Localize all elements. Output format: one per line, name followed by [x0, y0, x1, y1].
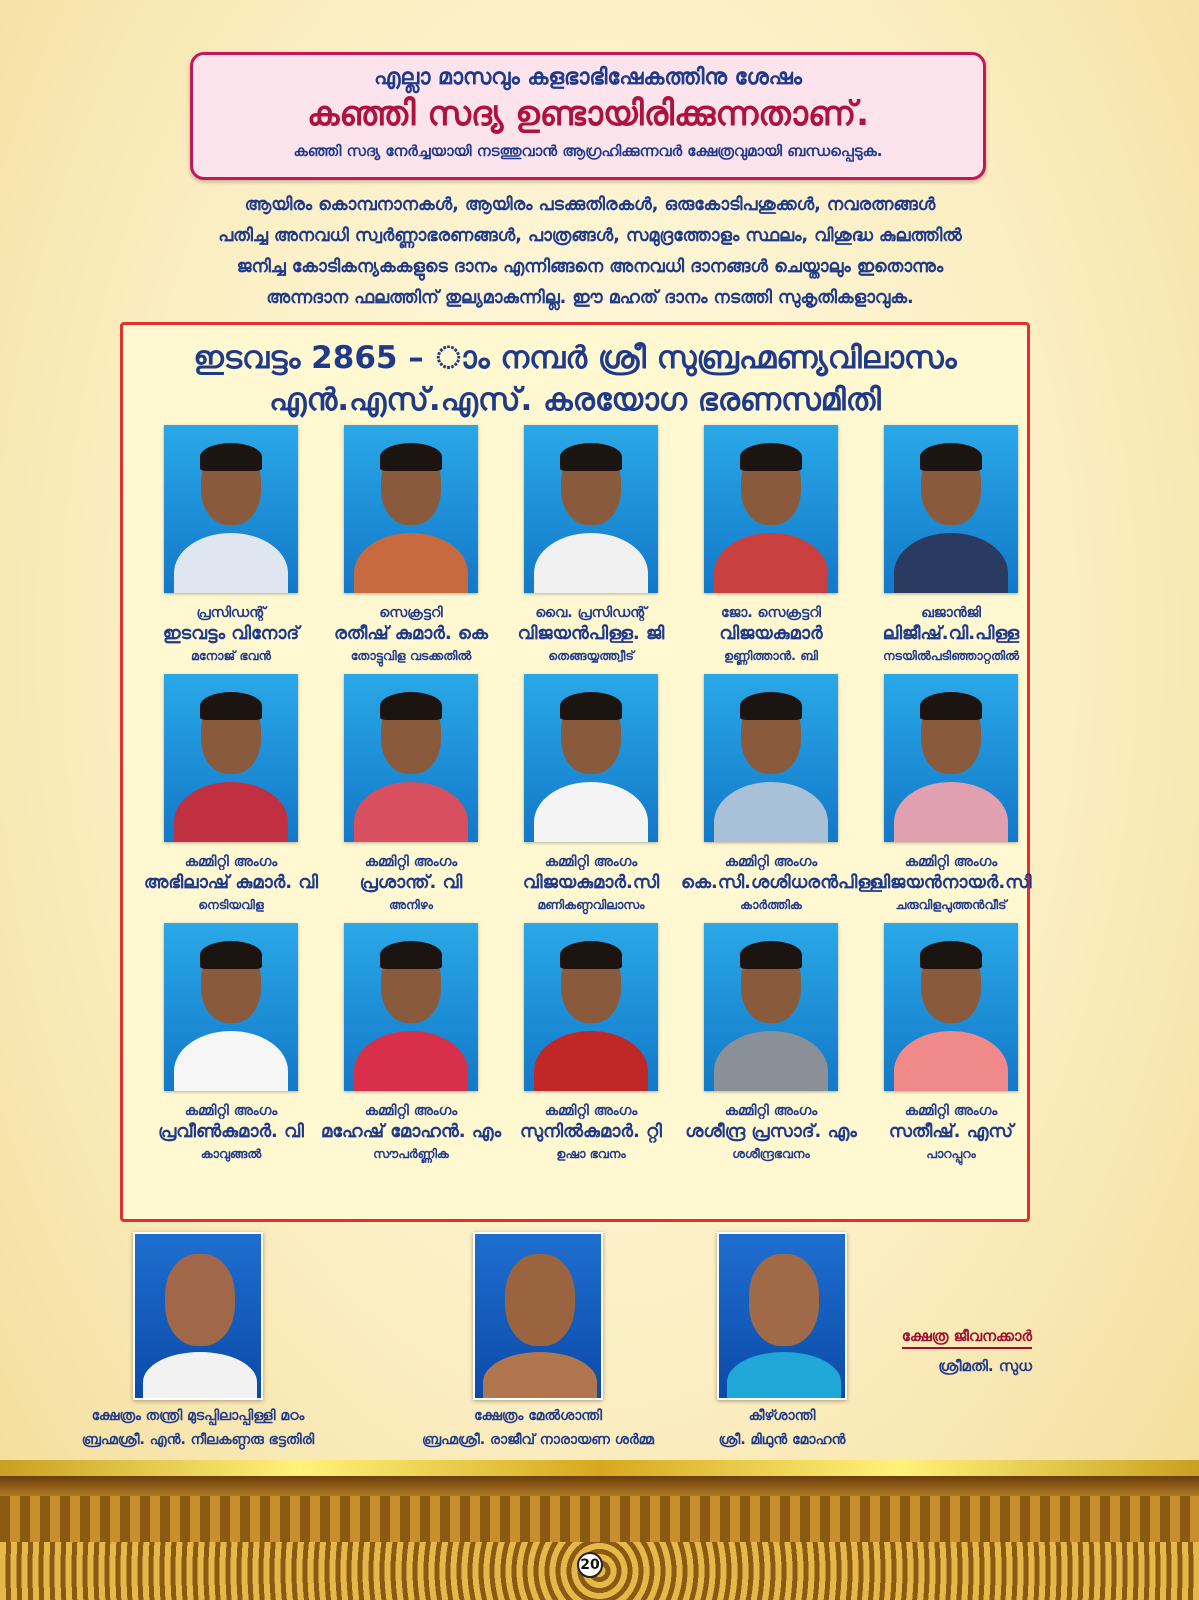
member-photo [164, 425, 298, 593]
member-card [321, 674, 501, 913]
member-role: ജോ. സെക്രട്ടറി [721, 605, 821, 621]
member-role: കമ്മിറ്റി അംഗം [724, 1103, 818, 1119]
notice-headline: കഞ്ഞി സദ്യ ഉണ്ടായിരിക്കുന്നതാണ്. [306, 94, 870, 134]
member-card [321, 425, 501, 664]
member-card [861, 425, 1041, 664]
member-photo [884, 674, 1018, 842]
member-card [141, 425, 321, 664]
member-house: നെടിയവിള [198, 897, 264, 912]
member-card [501, 674, 681, 913]
staff-heading: ക്ഷേത്ര ജീവനക്കാർ [902, 1327, 1032, 1349]
priest-name: ബ്രഹ്മശ്രീ. രാജീവ് നാരായണ ശർമ്മ [422, 1432, 654, 1448]
priest-photo [473, 1232, 603, 1400]
member-role: കമ്മിറ്റി അംഗം [364, 1103, 458, 1119]
member-photo [704, 674, 838, 842]
priest-title: കീഴ്ശാന്തി [748, 1408, 816, 1424]
member-card [501, 425, 681, 664]
member-role: കമ്മിറ്റി അംഗം [724, 854, 818, 870]
member-card [861, 923, 1041, 1162]
priest-title: ക്ഷേത്രം മേൽശാന്തി [473, 1408, 603, 1424]
member-role: കമ്മിറ്റി അംഗം [544, 854, 638, 870]
member-card [141, 674, 321, 913]
member-house: ശശീന്ദ്രഭവനം [732, 1146, 810, 1161]
member-card [501, 923, 681, 1162]
member-name: ലിജീഷ്.വി.പിള്ള [882, 623, 1020, 644]
member-photo [344, 923, 478, 1091]
member-name: വിജയൻപിള്ള. ജി [517, 623, 665, 644]
member-name: അഭിലാഷ് കുമാർ. വി [143, 872, 319, 893]
member-photo [524, 425, 658, 593]
priest-caption [612, 1404, 952, 1452]
member-role: കമ്മിറ്റി അംഗം [184, 854, 278, 870]
member-name: രതീഷ് കുമാർ. കെ [334, 623, 488, 644]
member-house: ഉണ്ണിത്താൻ. ബി [724, 648, 818, 663]
member-house: മനോജ് ഭവൻ [191, 648, 271, 663]
member-photo [164, 674, 298, 842]
member-photo [704, 923, 838, 1091]
member-role: സെക്രട്ടറി [379, 605, 443, 621]
committee-title-line-1: ഇടവട്ടം 2865 – ാം നമ്പർ ശ്രീ സുബ്രഹ്മണ്യവിലാസം [193, 340, 957, 376]
member-photo [884, 425, 1018, 593]
member-house: കാവുങ്ങൽ [200, 1146, 262, 1161]
member-name: സുനിൽകുമാർ. റ്റി [520, 1121, 662, 1142]
member-name: മഹേഷ് മോഹൻ. എം [321, 1121, 502, 1142]
member-name: ശശീന്ദ്ര പ്രസാദ്. എം [685, 1121, 857, 1142]
member-house: മണികണ്ഠവിലാസം [537, 897, 645, 912]
member-role: കമ്മിറ്റി അംഗം [364, 854, 458, 870]
member-grid [141, 425, 1041, 1162]
member-card [861, 674, 1041, 913]
member-house: സൗപർണ്ണിക [373, 1146, 449, 1161]
page-number: 20 [577, 1552, 603, 1578]
priest-name: ശ്രീ. മിഥുൻ മോഹൻ [718, 1432, 846, 1448]
member-card [681, 923, 861, 1162]
gold-band [0, 1460, 1199, 1476]
member-house: തോട്ടുവിള വടക്കതിൽ [350, 648, 472, 663]
member-photo [884, 923, 1018, 1091]
priest-title: ക്ഷേത്രം തന്ത്രി മുടപ്പിലാപ്പിള്ളി മഠം [91, 1408, 305, 1424]
committee-title-line-2: എൻ.എസ്.എസ്. കരയോഗ ഭരണസമിതി [269, 382, 881, 418]
member-house: ചരുവിളപുത്തൻവീട് [895, 897, 1007, 912]
member-house: ഉഷാ ഭവനം [556, 1146, 626, 1161]
member-house: കാർത്തിക [740, 897, 802, 912]
member-house: പാറപ്പുറം [926, 1146, 976, 1161]
member-photo [704, 425, 838, 593]
member-name: കെ.സി.ശശിധരൻപിള്ള [681, 872, 883, 893]
member-name: പ്രവീൺകുമാർ. വി [158, 1121, 304, 1142]
priest-caption [28, 1404, 368, 1452]
staff-name: ശ്രീമതി. സുധ [938, 1357, 1032, 1375]
member-role: പ്രസിഡന്റ് [196, 605, 266, 621]
annadanam-paragraph [150, 190, 1030, 314]
member-role: ഖജാൻജി [921, 605, 981, 621]
paragraph-line: ജനിച്ച കോടികന്യകകളുടെ ദാനം എന്നിങ്ങനെ അനവധി ദാനങ്ങൾ ചെയ്താലും ഇതൊന്നും [236, 257, 944, 277]
member-photo [524, 923, 658, 1091]
member-house: അനിഴം [388, 897, 434, 912]
priest-photo [133, 1232, 263, 1400]
committee-panel [120, 322, 1030, 1222]
member-role: കമ്മിറ്റി അംഗം [544, 1103, 638, 1119]
member-name: സതീഷ്. എസ് [888, 1121, 1014, 1142]
paragraph-line: പതിച്ച അനവധി സ്വർണ്ണാഭരണങ്ങൾ, പാത്രങ്ങൾ, സമുദ്രത്തോളം സ്ഥലം, വിശുദ്ധ കുലത്തിൽ [218, 226, 962, 246]
notice-line-3: കഞ്ഞി സദ്യ നേർച്ചയായി നടത്തുവാൻ ആഗ്രഹിക്കുന്നവർ ക്ഷേത്രവുമായി ബന്ധപ്പെടുക. [293, 142, 883, 160]
member-card [141, 923, 321, 1162]
priest-name: ബ്രഹ്മശ്രീ. എൻ. നീലകണ്ഠരു ഭട്ടതിരി [81, 1432, 315, 1448]
member-house: നടയിൽപടിഞ്ഞാറ്റതിൽ [882, 648, 1020, 663]
member-card [681, 674, 883, 913]
member-photo [164, 923, 298, 1091]
member-role: കമ്മിറ്റി അംഗം [904, 854, 998, 870]
member-role: കമ്മിറ്റി അംഗം [904, 1103, 998, 1119]
notice-box [190, 52, 986, 180]
paragraph-line: അന്നദാന ഫലത്തിന് തുല്യമാകുന്നില്ല. ഈ മഹത് ദാനം നടത്തി സുകൃതികളാവുക. [266, 288, 914, 308]
member-name: വിജയകുമാർ [719, 623, 823, 644]
paragraph-line: ആയിരം കൊമ്പനാനകൾ, ആയിരം പടക്കുതിരകൾ, ഒരുകോടിപശുക്കൾ, നവരത്നങ്ങൾ [244, 195, 936, 215]
member-house: തെങ്ങയ്യത്ത്വീട് [548, 648, 634, 663]
member-name: വിജയകുമാർ.സി [522, 872, 660, 893]
member-photo [524, 674, 658, 842]
member-name: വിജയൻനായർ.സി [870, 872, 1032, 893]
member-name: ഇടവട്ടം വിനോദ് [162, 623, 300, 644]
member-photo [344, 425, 478, 593]
priest-photo [717, 1232, 847, 1400]
member-photo [344, 674, 478, 842]
member-card [681, 425, 861, 664]
notice-line-1: എല്ലാ മാസവും കളഭാഭിഷേകത്തിനു ശേഷം [373, 65, 803, 90]
ornamental-border [0, 1476, 1199, 1600]
staff-block [870, 1326, 1032, 1375]
member-card [321, 923, 501, 1162]
member-role: വൈ. പ്രസിഡന്റ് [535, 605, 647, 621]
committee-title [123, 337, 1027, 421]
member-role: കമ്മിറ്റി അംഗം [184, 1103, 278, 1119]
member-name: പ്രശാന്ത്. വി [359, 872, 463, 893]
